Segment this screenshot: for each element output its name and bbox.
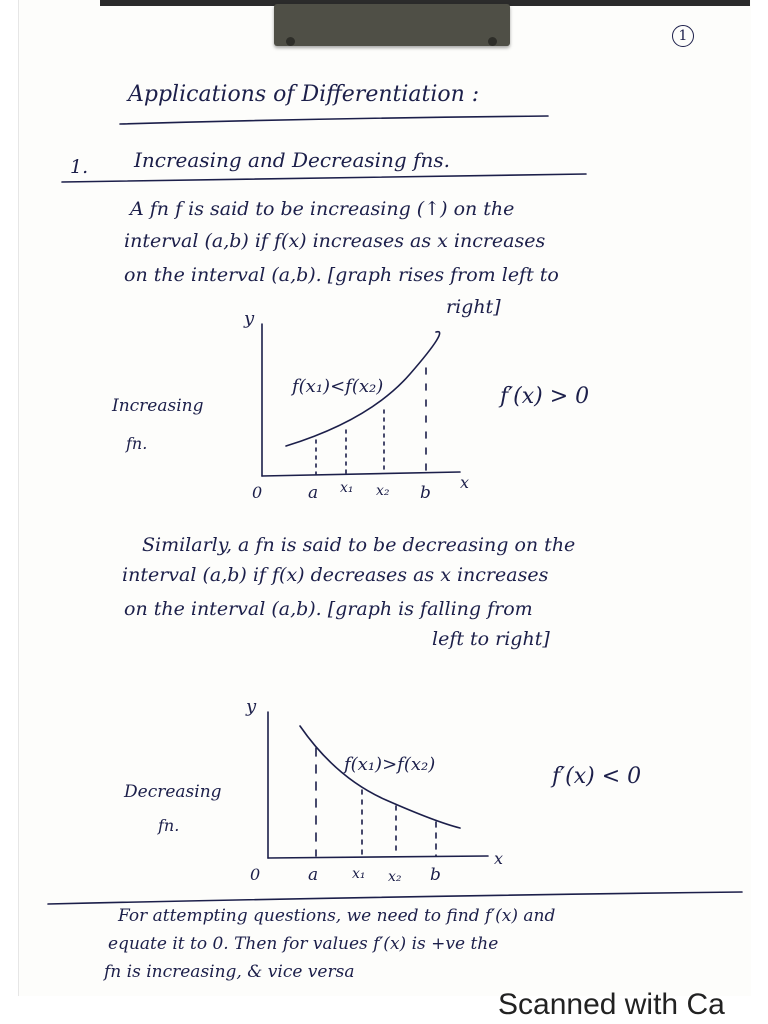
tick-label-x1: x₁	[340, 480, 354, 496]
section-heading: Increasing and Decreasing fns.	[134, 148, 450, 172]
increasing-definition-line: on the interval (a,b). [graph rises from left to	[124, 264, 559, 286]
tick-label-x2: x₂	[376, 483, 390, 499]
increasing-origin: 0	[252, 483, 263, 502]
decreasing-origin: 0	[250, 865, 261, 884]
decreasing-definition-line: Similarly, a fn is said to be decreasing on the	[142, 534, 576, 556]
increasing-definition-line: interval (a,b) if f(x) increases as x increases	[124, 230, 546, 252]
section-number: 1.	[70, 156, 89, 178]
decreasing-side-label: Decreasing	[124, 782, 222, 802]
increasing-side-label: Increasing	[112, 396, 204, 416]
note-line: equate it to 0. Then for values f′(x) is +ve the	[108, 934, 499, 954]
decreasing-y-label: y	[246, 696, 257, 717]
increasing-x-axis	[262, 472, 460, 476]
increasing-condition: f′(x) > 0	[500, 384, 590, 409]
increasing-side-label-2: fn.	[126, 434, 148, 453]
title-underline	[120, 116, 548, 124]
note-separator	[48, 892, 742, 904]
increasing-definition-line: A fn f is said to be increasing (↑) on the	[130, 198, 515, 220]
decreasing-condition: f′(x) < 0	[552, 764, 642, 789]
decreasing-x-axis	[268, 856, 488, 858]
section-underline	[62, 174, 586, 182]
increasing-definition-line: right]	[446, 296, 501, 318]
decreasing-side-label-2: fn.	[158, 816, 180, 835]
tick-label-x2: x₂	[388, 869, 402, 885]
note-line: fn is increasing, & vice versa	[104, 962, 355, 982]
scanner-watermark: Scanned with Ca	[498, 988, 725, 1021]
decreasing-relation: f(x₁)>f(x₂)	[344, 754, 436, 775]
tick-label-a: a	[308, 865, 319, 885]
tick-label-x1: x₁	[352, 866, 366, 882]
page-number: 1	[672, 25, 694, 47]
decreasing-x-label: x	[494, 849, 504, 868]
decreasing-curve	[300, 726, 460, 828]
note-line: For attempting questions, we need to find f′(x) and	[118, 906, 556, 926]
increasing-x-label: x	[460, 473, 470, 492]
tick-label-a: a	[308, 483, 319, 503]
page-title: Applications of Differentiation :	[128, 82, 480, 107]
decreasing-definition-line: on the interval (a,b). [graph is falling from	[124, 598, 533, 620]
tick-label-b: b	[430, 865, 441, 885]
increasing-relation: f(x₁)<f(x₂)	[292, 376, 384, 397]
decreasing-definition-line: interval (a,b) if f(x) decreases as x increases	[122, 564, 549, 586]
decreasing-definition-line: left to right]	[432, 628, 550, 650]
tick-label-b: b	[420, 483, 431, 503]
increasing-y-label: y	[244, 308, 255, 329]
